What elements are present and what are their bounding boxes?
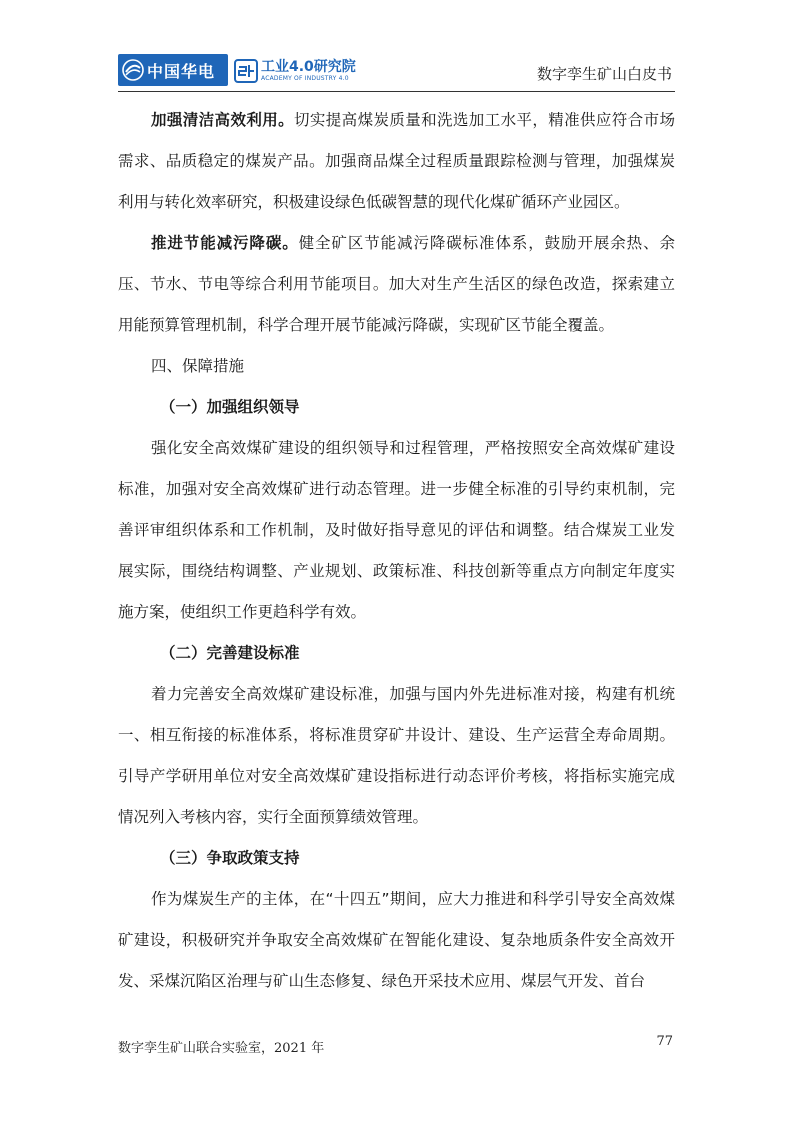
paragraph-standards: 着力完善安全高效煤矿建设标准，加强与国内外先进标准对接，构建有机统一、相互衔接的标准体系，将标准贯穿矿井设计、建设、生产运营全寿命周期。引导产学研用单位对安全高效煤矿建设指标进行动态评价考核，将指标实施完成情况列入考核内容，实行全面预算绩效管理。 xyxy=(118,685,675,826)
paragraph-policy: 作为煤炭生产的主体，在“十四五”期间，应大力推进和科学引导安全高效煤矿建设，积极研究并争取安全高效煤矿在智能化建设、复杂地质条件安全高效开发、采煤沉陷区治理与矿山生态修复、绿色开采技术应用、煤层气开发、首台 xyxy=(118,890,675,990)
academy-logo xyxy=(234,55,356,87)
footer-org: 数字孪生矿山联合实验室，2021 年 xyxy=(118,1041,325,1056)
huadian-emblem-icon xyxy=(122,59,144,81)
paragraph-text: 健全矿区节能减污降碳标准体系，鼓励开展余热、余压、节水、节电等综合利用节能项目。加大对生产生活区的绿色改造，探索建立用能预算管理机制，科学合理开展节能减污降碳，实现矿区节能全覆盖。 xyxy=(118,234,675,334)
page-header xyxy=(118,50,675,92)
paragraph-organization: 强化安全高效煤矿建设的组织领导和过程管理，严格按照安全高效煤矿建设标准，加强对安全高效煤矿进行动态管理。进一步健全标准的引导约束机制，完善评审组织体系和工作机制，及时做好指导意见的评估和调整。结合煤炭工业发展实际，围绕结构调整、产业规划、政策标准、科技创新等重点方向制定年度实施方案，使组织工作更趋科学有效。 xyxy=(118,439,675,621)
subsection-heading: （三）争取政策支持 xyxy=(160,849,300,867)
header-divider xyxy=(118,91,675,92)
document-title: 数字孪生矿山白皮书 xyxy=(536,65,672,83)
section-heading: 四、保障措施 xyxy=(151,357,245,375)
huadian-logo-text: 中国华电 xyxy=(147,61,216,81)
paragraph-energy-saving xyxy=(118,223,675,346)
paragraph-clean-utilization xyxy=(118,100,675,223)
page-body xyxy=(118,100,675,1002)
subsection-heading: （二）完善建设标准 xyxy=(160,644,300,662)
academy-logo-subtitle: ACADEMY OF INDUSTRY 4.0 xyxy=(261,75,349,82)
paragraph-text: 切实提高煤炭质量和洗选加工水平，精准供应符合市场需求、品质稳定的煤炭产品。加强商品煤全过程质量跟踪检测与管理，加强煤炭利用与转化效率研究，积极建设绿色低碳智慧的现代化煤矿循环产业园区。 xyxy=(118,111,675,211)
huadian-logo xyxy=(118,54,228,86)
page-number: 77 xyxy=(656,1034,673,1049)
paragraph-lead: 推进节能减污降碳。 xyxy=(151,234,299,252)
paragraph-lead: 加强清洁高效利用。 xyxy=(151,111,295,129)
academy-emblem-icon xyxy=(234,59,258,83)
academy-logo-title: 工业4.0研究院 xyxy=(261,59,356,75)
subsection-heading: （一）加强组织领导 xyxy=(160,398,300,416)
